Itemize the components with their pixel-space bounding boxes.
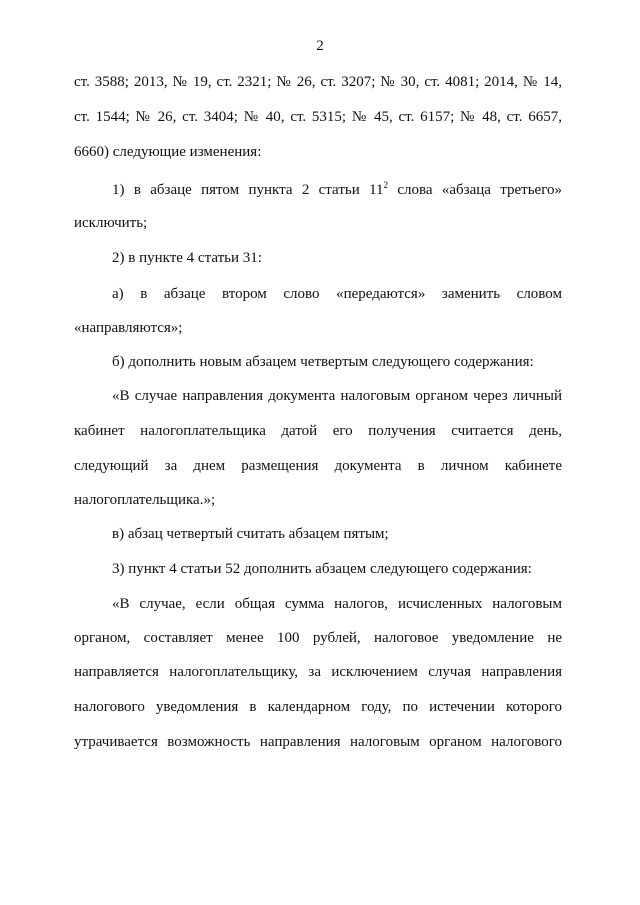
text-fragment: 1) в абзаце пятом пункта 2 статьи 11 — [112, 182, 384, 198]
text-line: утрачивается возможность направления налоговым органом налогового — [74, 734, 562, 750]
text-line: ст. 1544; № 26, ст. 3404; № 40, ст. 5315; № 45, ст. 6157; № 48, ст. 6657, — [74, 109, 562, 125]
text-line: б) дополнить новым абзацем четвертым следующего содержания: — [112, 354, 534, 370]
text-line: 2) в пункте 4 статьи 31: — [112, 250, 262, 266]
text-line: а) в абзаце втором слово «передаются» заменить словом — [112, 286, 562, 302]
text-line: кабинет налогоплательщика датой его получения считается день, — [74, 423, 562, 439]
text-line: в) абзац четвертый считать абзацем пятым; — [112, 526, 389, 542]
text-fragment: слова «абзаца третьего» — [388, 182, 562, 198]
text-line: исключить; — [74, 215, 148, 231]
superscript: 2 — [383, 180, 389, 190]
text-line: следующий за днем размещения документа в личном кабинете — [74, 458, 562, 474]
text-line: ст. 3588; 2013, № 19, ст. 2321; № 26, ст. 3207; № 30, ст. 4081; 2014, № 14, — [74, 74, 562, 90]
text-line: «В случае направления документа налоговым органом через личный — [112, 388, 562, 404]
text-line: направляется налогоплательщику, за исключением случая направления — [74, 664, 562, 680]
text-line: налогового уведомления в календарном году, по истечении которого — [74, 699, 562, 715]
text-line: «направляются»; — [74, 320, 183, 336]
text-line: 3) пункт 4 статьи 52 дополнить абзацем следующего содержания: — [112, 561, 532, 577]
page-number: 2 — [316, 38, 324, 54]
text-line-with-superscript — [112, 180, 562, 200]
text-line: «В случае, если общая сумма налогов, исчисленных налоговым — [112, 596, 562, 612]
text-line: органом, составляет менее 100 рублей, налоговое уведомление не — [74, 630, 562, 646]
text-line: налогоплательщика.»; — [74, 492, 216, 508]
text-line: 6660) следующие изменения: — [74, 144, 262, 160]
